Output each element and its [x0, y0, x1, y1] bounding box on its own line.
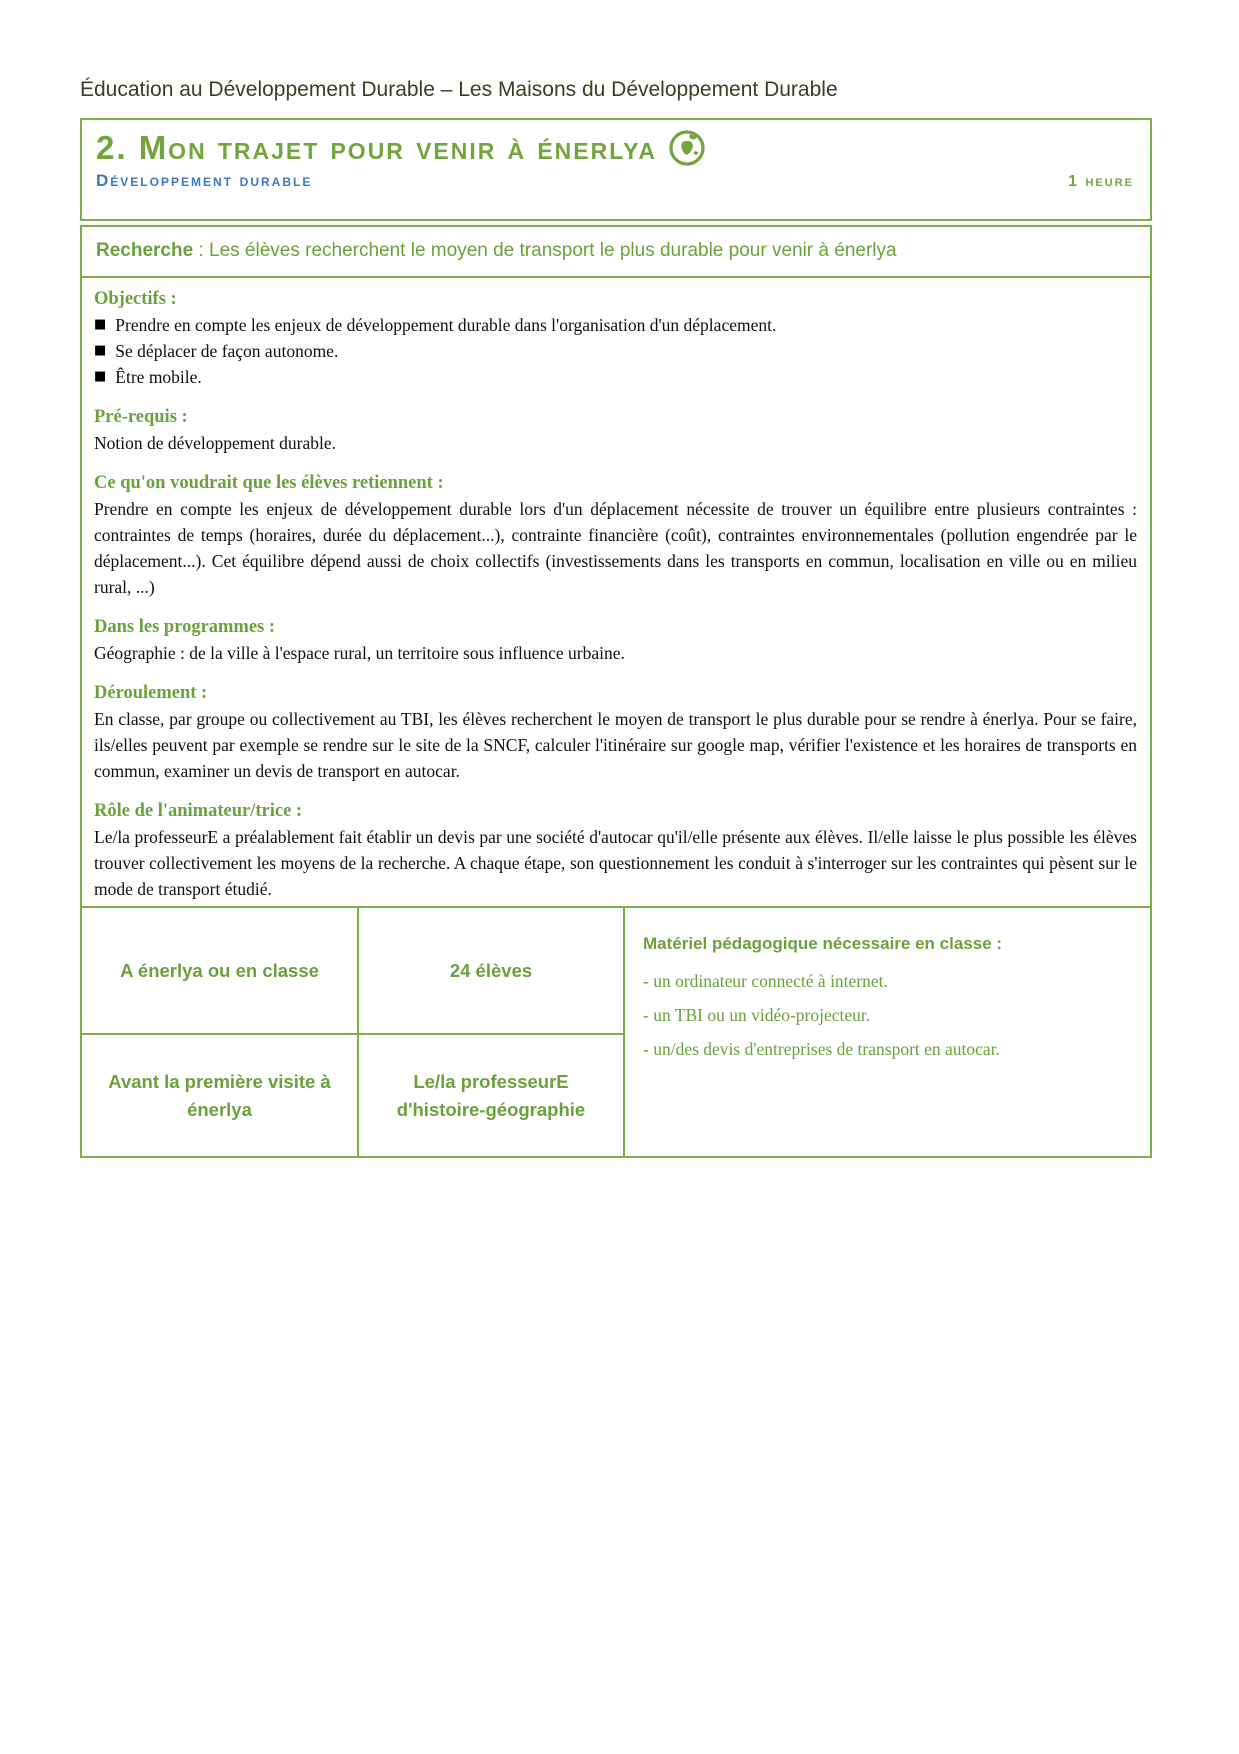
summary-box [80, 225, 1152, 278]
section-heading: Dans les programmes : [94, 617, 276, 637]
section-deroulement [94, 680, 1137, 784]
section-objectifs [94, 286, 1137, 390]
square-bullet-icon: ■ [94, 369, 107, 384]
bullet-item [94, 312, 1137, 338]
section-heading: Rôle de l'animateur/trice : [94, 801, 303, 821]
section-programmes [94, 614, 1137, 666]
title-row [96, 130, 1134, 166]
content-box [80, 276, 1152, 1158]
bullet-text: Se déplacer de façon autonome. [115, 341, 339, 361]
materials-item: - un ordinateur connecté à internet. [643, 971, 888, 991]
section-heading: Ce qu'on voudrait que les élèves retiennent : [94, 473, 444, 493]
square-bullet-icon: ■ [94, 343, 107, 358]
table-cell-timing: Avant la première visite à énerlya [82, 1033, 359, 1156]
document-running-header: Éducation au Développement Durable – Les Maisons du Développement Durable [80, 78, 838, 101]
section-heading: Déroulement : [94, 683, 208, 703]
sections-area [82, 278, 1150, 906]
section-text: Notion de développement durable. [94, 433, 337, 453]
info-table [82, 906, 1150, 1156]
square-bullet-icon: ■ [94, 317, 107, 332]
materials-item: - un TBI ou un vidéo-projecteur. [643, 1005, 871, 1025]
summary-text: : Les élèves recherchent le moyen de transport le plus durable pour venir à énerlya [193, 240, 897, 261]
section-role-animateur [94, 798, 1137, 902]
section-text: En classe, par groupe ou collectivement au TBI, les élèves recherchent le moyen de transport le plus durable pour se rendre à énerlya. Pour se faire, ils/elles peuvent par exemple se rendre sur le site de la SNCF, calculer l'itinéraire sur google map, vérifier l'existence et les horaires de transports en commun, examiner un devis de transport en autocar. [94, 709, 1137, 781]
category-label: Développement durable [96, 171, 313, 190]
subtitle-row [96, 171, 1134, 191]
section-retenir [94, 470, 1137, 600]
section-heading: Pré-requis : [94, 407, 188, 427]
table-cell-location: A énerlya ou en classe [82, 908, 359, 1033]
summary-label: Recherche [96, 240, 194, 261]
materials-heading: Matériel pédagogique nécessaire en classe : [643, 934, 1003, 953]
duration-label: 1 heure [1068, 173, 1134, 190]
bullet-item [94, 364, 1137, 390]
section-heading: Objectifs : [94, 289, 177, 309]
page-title: 2. Mon trajet pour venir à énerlya [96, 129, 658, 166]
title-box [80, 118, 1152, 221]
table-cell-class-size: 24 élèves [359, 908, 625, 1033]
bullet-item [94, 338, 1137, 364]
bullet-text: Être mobile. [115, 367, 202, 387]
table-cell-materials [625, 908, 1150, 1156]
section-text: Prendre en compte les enjeux de développement durable lors d'un déplacement nécessite de trouver un équilibre entre plusieurs contraintes : contraintes de temps (horaires, durée du déplacement...), contrainte financière (coût), contraintes environnementales (pollution engendrée par le déplacement...). Cet équilibre dépend aussi de choix collectifs (investissements dans les transports en commun, localisation en ville ou en milieu rural, ...) [94, 499, 1137, 597]
section-text: Le/la professeurE a préalablement fait établir un devis par une société d'autocar qu'il/elle présente aux élèves. Il/elle laisse le plus possible les élèves trouver collectivement les moyens de la recherche. A chaque étape, son questionnement les conduit à s'interroger sur les contraintes qui pèsent sur le mode de transport étudié. [94, 827, 1137, 899]
materials-item: - un/des devis d'entreprises de transport en autocar. [643, 1039, 1000, 1059]
globe-africa-icon [669, 130, 705, 166]
bullet-text: Prendre en compte les enjeux de développement durable dans l'organisation d'un déplacement. [115, 315, 777, 335]
table-cell-staff: Le/la professeurE d'histoire-géographie [359, 1033, 625, 1156]
section-text: Géographie : de la ville à l'espace rural, un territoire sous influence urbaine. [94, 643, 625, 663]
section-pre-requis [94, 404, 1137, 456]
